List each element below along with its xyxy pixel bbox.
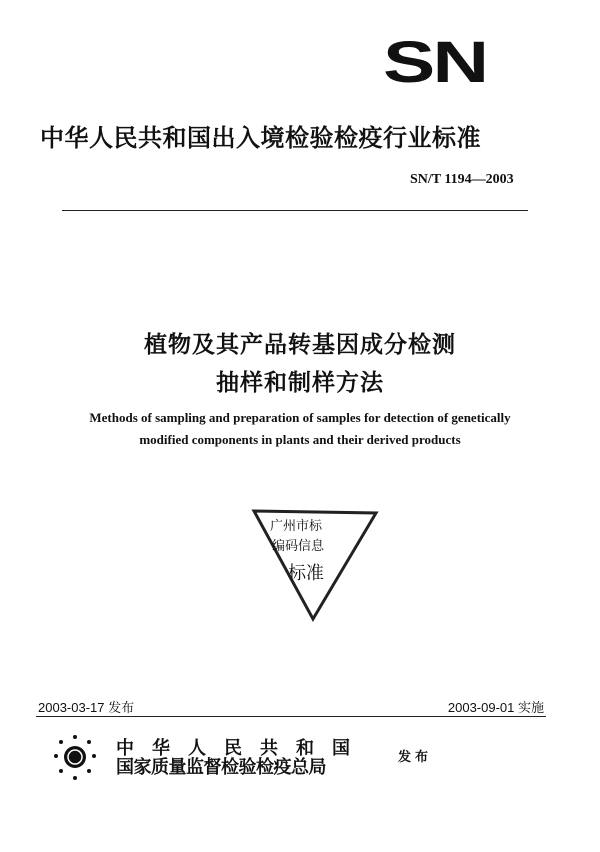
title-en-line1: Methods of sampling and preparation of samples for detection of genetically <box>89 410 511 425</box>
effective-date: 2003-09-01 实施 <box>447 700 544 715</box>
footer-divider <box>36 716 546 717</box>
issue-date: 2003-03-17 发布 <box>38 700 135 715</box>
publisher-line1: 中 华 人 民 共 和 国 <box>116 738 350 759</box>
stamp-line3: 标准 <box>288 563 324 584</box>
publish-label: 发布 <box>398 750 433 765</box>
title-zh-line2: 抽样和制样方法 <box>216 370 384 396</box>
stamp-line2: 编码信息 <box>272 539 325 554</box>
title-zh-line1: 植物及其产品转基因成分检测 <box>144 332 456 358</box>
library-stamp <box>250 505 380 623</box>
standard-code: SN/T 1194—2003 <box>410 172 514 187</box>
publisher-line2: 国家质量监督检验检疫总局 <box>116 757 326 778</box>
title-en-line2: modified components in plants and their derived products <box>139 432 461 447</box>
header-divider <box>62 210 528 211</box>
stamp-line1: 广州市标 <box>270 519 323 534</box>
aqsiq-emblem-icon <box>52 732 98 782</box>
issuing-category: 中华人民共和国出入境检验检疫行业标准 <box>40 124 481 152</box>
sn-logo: SN <box>383 30 487 95</box>
